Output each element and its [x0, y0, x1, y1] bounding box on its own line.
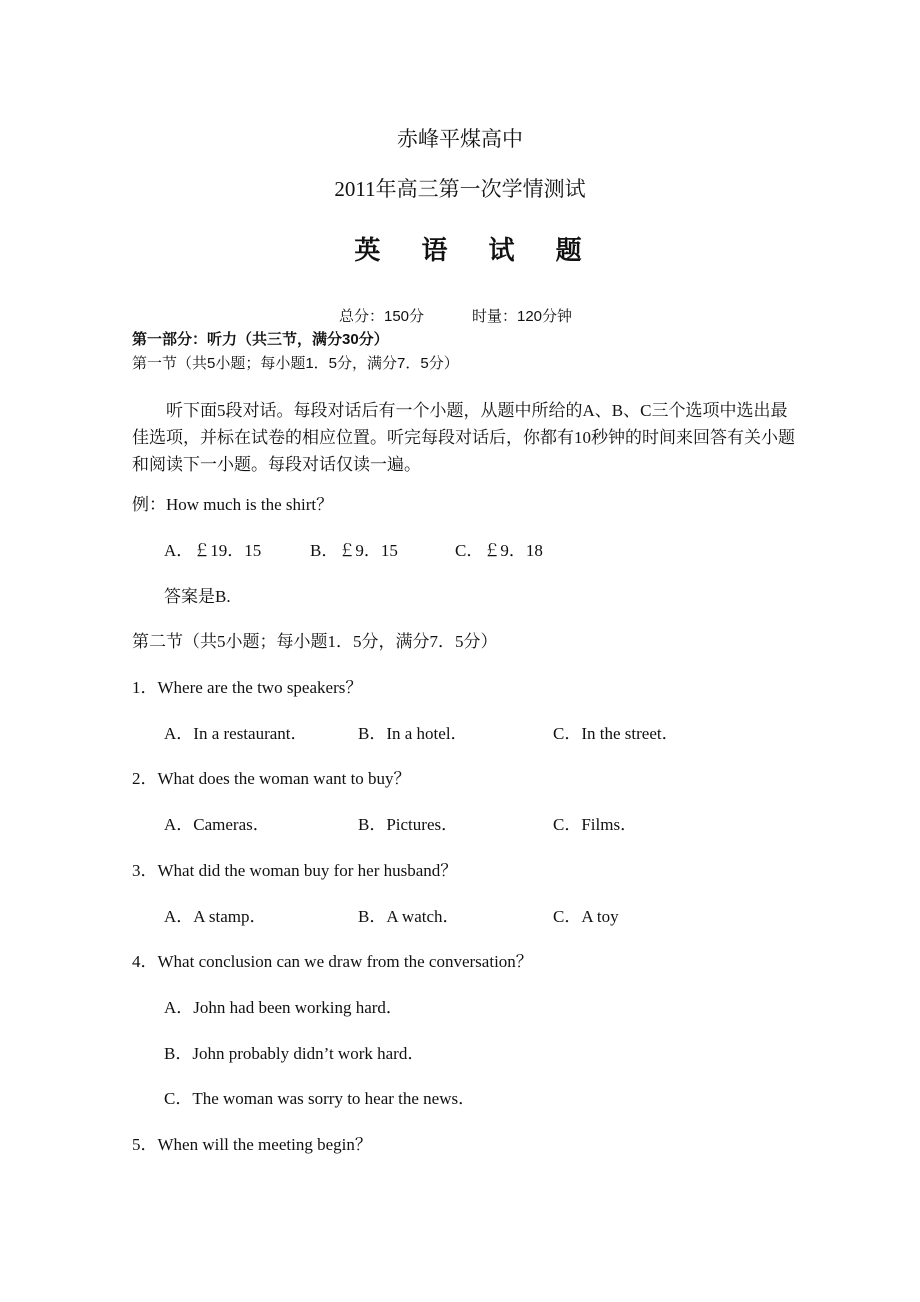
section1-title: 第一节（共5小题；每小题1．5分，满分7．5分）: [132, 355, 459, 372]
school-title: 赤峰平煤高中: [397, 127, 523, 151]
example-question: 例：How much is the shirt？: [132, 495, 334, 514]
example-answer: 答案是B.: [164, 587, 231, 606]
question-2: 2．What does the woman want to buy？: [132, 769, 411, 788]
question-4: 4．What conclusion can we draw from the conversation？: [132, 952, 533, 971]
q4-option-b: B．John probably didn’t work hard．: [164, 1044, 425, 1063]
q4-option-a: A．John had been working hard．: [164, 998, 403, 1017]
exam-title: 2011年高三第一次学情测试: [334, 177, 586, 201]
q2-option-a: A．Cameras．: [164, 815, 270, 834]
part1-title: 第一部分：听力（共三节，满分30分）: [132, 331, 389, 348]
q2-option-b: B．Pictures．: [358, 815, 459, 834]
q1-option-a: A．In a restaurant．: [164, 724, 308, 743]
q1-option-b: B．In a hotel．: [358, 724, 468, 743]
q3-option-b: B．A watch．: [358, 907, 460, 926]
example-option-c: C．￡9．18: [455, 541, 543, 560]
q2-option-c: C．Films．: [553, 815, 638, 834]
time-limit: 时量：120分钟: [472, 308, 573, 325]
question-5: 5．When will the meeting begin？: [132, 1135, 372, 1154]
q3-option-a: A．A stamp．: [164, 907, 267, 926]
question-1: 1．Where are the two speakers？: [132, 678, 363, 697]
subject-title: 英 语 试 题: [354, 236, 598, 266]
example-option-a: A．￡19．15: [164, 541, 262, 560]
q3-option-c: C．A toy: [553, 907, 619, 926]
instructions: 听下面5段对话。每段对话后有一个小题，从题中所给的A、B、C三个选项中选出最佳选项，并标在试卷的相应位置。听完每段对话后，你都有10秒钟的时间来回答有关小题和阅读下一小题。每段对话仅读一遍。: [132, 401, 795, 474]
question-3: 3．What did the woman buy for her husband？: [132, 861, 458, 880]
q1-option-c: C．In the street．: [553, 724, 679, 743]
q4-option-c: C．The woman was sorry to hear the news．: [164, 1089, 476, 1108]
section2-title: 第二节（共5小题；每小题1．5分，满分7．5分）: [132, 632, 498, 651]
example-option-b: B．￡9．15: [310, 541, 398, 560]
total-score: 总分：150分: [339, 308, 425, 325]
